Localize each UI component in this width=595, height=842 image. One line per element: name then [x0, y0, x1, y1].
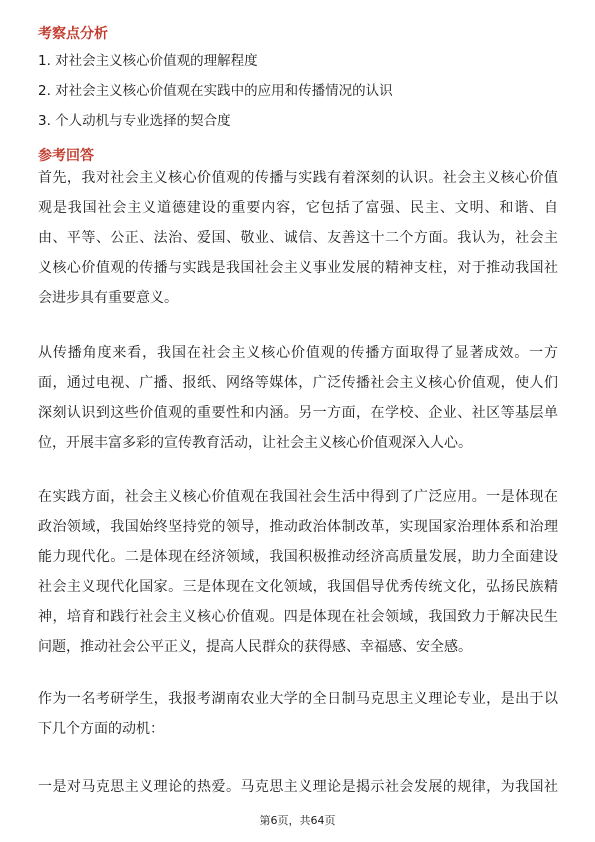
paragraph-line: 神，培育和践行社会主义核心价值观。四是体现在社会领域，我国致力于解决民生: [38, 609, 558, 625]
paragraph-line: 位，开展丰富多彩的宣传教育活动，让社会主义核心价值观深入人心。: [38, 435, 472, 451]
answer-paragraph-2: [38, 338, 558, 458]
paragraph-line: 作为一名考研学生，我报考湖南农业大学的全日制马克思主义理论专业，是出于以: [38, 691, 558, 707]
paragraph-line: 会进步具有重要意义。: [38, 290, 178, 306]
paragraph-line: 政治领域，我国始终坚持党的领导，推动政治体制改革，实现国家治理体系和治理: [38, 519, 558, 535]
paragraph-line: 面，通过电视、广播、报纸、网络等媒体，广泛传播社会主义核心价值观，使人们: [38, 375, 558, 391]
analysis-item-1: 1. 对社会主义核心价值观的理解程度: [38, 53, 258, 69]
paragraph-line: 社会主义现代化国家。三是体现在文化领域，我国倡导优秀传统文化，弘扬民族精: [38, 579, 558, 595]
paragraph-line: 观是我国社会主义道德建设的重要内容，它包括了富强、民主、文明、和谐、自: [38, 200, 558, 216]
answer-heading: 参考回答: [38, 148, 94, 164]
answer-paragraph-1: [38, 163, 558, 313]
paragraph-line: 义核心价值观的传播与实践是我国社会主义事业发展的精神支柱，对于推动我国社: [38, 260, 558, 276]
analysis-heading: 考察点分析: [38, 26, 108, 42]
paragraph-line: 下几个方面的动机：: [38, 721, 164, 737]
paragraph-line: 问题，推动社会公平正义，提高人民群众的获得感、幸福感、安全感。: [38, 639, 472, 655]
paragraph-line: 从传播角度来看，我国在社会主义核心价值观的传播方面取得了显著成效。一方: [38, 345, 558, 361]
paragraph-line: 能力现代化。二是体现在经济领域，我国积极推动经济高质量发展，助力全面建设: [38, 549, 558, 565]
paragraph-line: 由、平等、公正、法治、爱国、敬业、诚信、友善这十二个方面。我认为，社会主: [38, 230, 558, 246]
analysis-item-3: 3. 个人动机与专业选择的契合度: [38, 113, 231, 129]
paragraph-line: 深刻认识到这些价值观的重要性和内涵。另一方面，在学校、企业、社区等基层单: [38, 405, 558, 421]
page-number: 第6页，共64页: [259, 814, 336, 827]
paragraph-line: 首先，我对社会主义核心价值观的传播与实践有着深刻的认识。社会主义核心价值: [38, 170, 558, 186]
analysis-item-2: 2. 对社会主义核心价值观在实践中的应用和传播情况的认识: [38, 83, 393, 99]
paragraph-line: 在实践方面，社会主义核心价值观在我国社会生活中得到了广泛应用。一是体现在: [38, 489, 558, 505]
answer-paragraph-4: [38, 684, 558, 744]
answer-paragraph-3: [38, 482, 558, 662]
answer-paragraph-5: [38, 772, 558, 802]
paragraph-line: 一是对马克思主义理论的热爱。马克思主义理论是揭示社会发展的规律，为我国社: [38, 779, 558, 795]
